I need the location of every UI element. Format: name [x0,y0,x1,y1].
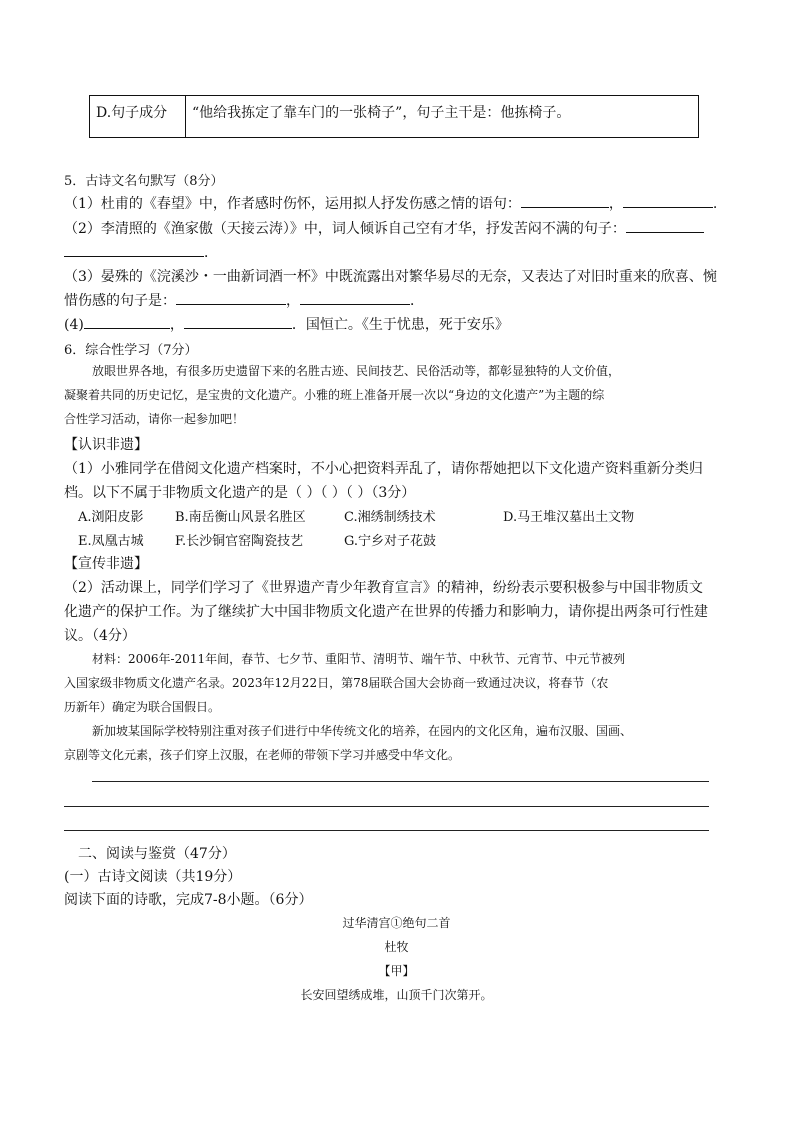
q5-line1-text: （1）杜甫的《春望》中，作者感时伤怀，运用拟人抒发伤感之情的语句： [64,196,521,212]
option-c[interactable]: C.湘绣制绣技术 [344,510,436,525]
answer-line[interactable] [92,781,709,782]
q5-line3b-text: 惜伤感的句子是： [64,293,176,309]
q5-line3a: （3）晏殊的《浣溪沙・一曲新词酒一杯》中既流露出对繁华易尽的无奈，又表达了对旧时重来的欣喜、惋 [64,269,717,285]
q5-title: 5．古诗文名句默写（8分） [64,174,224,189]
q5-line4-text: 国恒亡。《生于忧患，死于安乐》 [305,317,509,333]
material-4: 新加坡某国际学校特别注重对孩子们进行中华传统文化的培养，在园内的文化区角，遍布汉服、国画、 [92,724,633,738]
period: ． [204,245,218,261]
blank[interactable] [84,314,170,329]
blank[interactable] [626,218,704,233]
material-5: 京剧等文化元素，孩子们穿上汉服，在老师的带领下学习并感受中华文化。 [64,748,461,762]
part2-instruction: 阅读下面的诗歌，完成7-8小题。（6分） [64,892,313,908]
period: . [712,196,718,212]
option-f[interactable]: F.长沙铜官窑陶瓷技艺 [175,534,304,549]
period: ． [291,317,306,333]
q5-line2 [64,218,704,238]
sentence-component-table [89,95,699,138]
section-promote: 【宣传非遗】 [64,556,148,572]
poem-title: 过华清宫①绝句二首 [342,916,451,930]
part2-sub1: (一）古诗文阅读（共19分） [64,869,242,885]
option-a[interactable]: A.浏阳皮影 [78,510,144,525]
blank[interactable] [521,193,609,208]
option-g[interactable]: G.宁乡对子花鼓 [344,534,437,549]
q5-line4 [64,314,509,334]
q5-line1 [64,193,717,213]
blank[interactable] [184,314,292,329]
material-2: 入国家级非物质文化遗产名录。2023年12月22日，第78届联合国大会协商一致通过决议，将春节（农 [64,676,609,690]
q5-line2-text: （2）李清照的《渔家傲（天接云涛）》中，词人倾诉自己空有才华，抒发苦闷不满的句子： [64,221,626,237]
comma: ， [169,317,184,333]
option-d[interactable]: D.马王堆汉墓出土文物 [503,510,635,525]
blank[interactable] [623,193,713,208]
q6-intro-3: 合性学习活动，请你一起参加吧！ [64,412,245,426]
q5-line2b [64,242,218,262]
section-recognize: 【认识非遗】 [64,437,148,453]
option-e[interactable]: E.凤凰古城 [78,534,144,549]
blank[interactable] [64,242,204,257]
blank[interactable] [176,290,286,305]
q6-p2-b: 化遗产的保护工作。为了继续扩大中国非物质文化遗产在世界的传播力和影响力，请你提出两条可行性建 [64,604,708,620]
material-3: 历新年）确定为联合国假日。 [64,700,221,714]
part2-title: 二、阅读与鉴赏（47分） [78,846,236,862]
period: ． [410,293,424,309]
q5-line3b [64,290,424,310]
q6-p1-b: 档。以下不属于非物质文化遗产的是（ ）（ ）（ ）（3分） [64,485,416,501]
table-content: “他给我拣定了靠车门的一张椅子”，句子主干是：他拣椅子。 [186,96,699,138]
q6-intro-1: 放眼世界各地，有很多历史遗留下来的名胜古迹、民间技艺、民俗活动等，都彰显独特的人文价值， [92,364,621,378]
option-b[interactable]: B.南岳衡山风景名胜区 [175,510,306,525]
q6-intro-2: 凝聚着共同的历史记忆，是宝贵的文化遗产。小雅的班上准备开展一次以“身边的文化遗产”为主题的综 [64,388,605,402]
table-label: D.句子成分 [90,96,186,138]
blank[interactable] [300,290,410,305]
comma: ， [608,196,623,212]
q6-title: 6．综合性学习（7分） [64,343,198,358]
q5-line4-num: (4) [64,317,84,333]
answer-line[interactable] [64,806,709,807]
poem-author: 杜牧 [384,940,409,954]
answer-line[interactable] [64,830,709,831]
q6-p2-a: （2）活动课上，同学们学习了《世界遗产青少年教育宣言》的精神，纷纷表示要积极参与中国非物质文 [64,580,703,596]
q6-p2-c: 议。（4分） [64,628,136,644]
poem-section-jia: 【甲】 [378,964,415,978]
poem-line-1: 长安回望绣成堆，山顶千门次第开。 [300,988,493,1002]
q6-p1-a: （1）小雅同学在借阅文化遗产档案时，不小心把资料弄乱了，请你帮她把以下文化遗产资料重新分类归 [64,461,703,477]
comma: ， [286,293,300,309]
material-1: 材料：2006年-2011年间，春节、七夕节、重阳节、清明节、端午节、中秋节、元宵节、中元节被列 [92,652,626,666]
